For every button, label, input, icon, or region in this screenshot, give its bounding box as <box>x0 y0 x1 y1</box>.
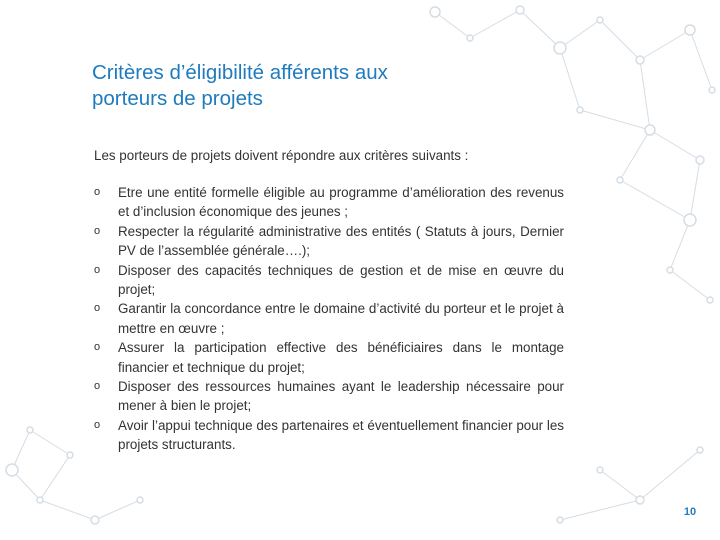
network-node <box>137 497 143 503</box>
network-node <box>67 452 73 458</box>
network-link <box>640 60 650 130</box>
network-node <box>636 496 644 504</box>
network-link <box>560 48 580 110</box>
bullet-icon: o <box>94 302 101 315</box>
network-link <box>640 450 700 500</box>
criteria-item <box>94 261 564 300</box>
network-link <box>95 500 140 520</box>
network-link <box>30 430 70 455</box>
network-node <box>645 125 655 135</box>
network-node <box>707 297 713 303</box>
network-link <box>560 500 640 520</box>
criteria-item <box>94 183 564 222</box>
network-node <box>696 156 704 164</box>
criteria-item-text: Assurer la participation effective des bénéficiaires dans le montage financier et technique du projet; <box>118 340 564 375</box>
network-node <box>709 87 715 93</box>
criteria-item-text: Avoir l’appui technique des partenaires et éventuellement financier pour les projets structurants. <box>118 417 564 453</box>
bullet-icon: o <box>94 224 101 237</box>
network-link <box>435 12 470 38</box>
criteria-item-text: Etre une entité formelle éligible au programme d’amélioration des revenus et d’inclusion économique des jeunes ; <box>118 185 564 220</box>
network-node <box>27 427 33 433</box>
criteria-item <box>94 299 564 338</box>
bullet-icon: o <box>94 380 101 393</box>
network-node <box>554 42 566 54</box>
network-link <box>620 180 690 220</box>
network-node <box>636 56 644 64</box>
network-node <box>685 25 695 35</box>
network-link <box>600 470 640 500</box>
network-node <box>577 107 583 113</box>
network-link <box>520 10 560 48</box>
slide-title <box>92 60 562 112</box>
network-link <box>600 20 640 60</box>
slide-title-line-2: porteurs de projets <box>92 87 263 110</box>
network-node <box>430 7 440 17</box>
network-link <box>690 30 712 90</box>
network-link <box>690 160 700 220</box>
network-link <box>670 270 710 300</box>
criteria-item <box>94 416 564 455</box>
network-link <box>40 500 95 520</box>
network-node <box>516 6 524 14</box>
network-link <box>40 455 70 500</box>
criteria-item <box>94 338 564 377</box>
network-node <box>557 517 563 523</box>
bullet-icon: o <box>94 418 101 431</box>
page-number: 10 <box>683 506 697 518</box>
network-node <box>91 516 99 524</box>
slide-title-line-1: Critères d’éligibilité afférents aux <box>92 61 388 84</box>
bullet-icon: o <box>94 263 101 276</box>
network-node <box>697 447 703 453</box>
bullet-icon: o <box>94 186 101 198</box>
network-node <box>684 214 696 226</box>
criteria-item-text: Respecter la régularité administrative des entités ( Statuts à jours, Dernier PV de l’assemblée générale….); <box>118 223 564 259</box>
network-node <box>597 17 603 23</box>
criteria-item-text: Disposer des ressources humaines ayant le leadership nécessaire pour mener à bien le projet; <box>118 379 564 414</box>
network-link <box>620 130 650 180</box>
network-link <box>580 110 650 130</box>
network-link <box>470 10 520 38</box>
network-node <box>617 177 623 183</box>
network-node <box>597 467 603 473</box>
network-link <box>640 30 690 60</box>
network-link <box>670 220 690 270</box>
network-node <box>37 497 43 503</box>
network-link <box>560 20 600 48</box>
criteria-item-text: Disposer des capacités techniques de gestion et de mise en œuvre du projet; <box>118 262 564 298</box>
bullet-icon: o <box>94 341 101 354</box>
intro-text: Les porteurs de projets doivent répondre aux critères suivants : <box>94 148 469 163</box>
criteria-item-text: Garantir la concordance entre le domaine d’activité du porteur et le projet à mettre en œuvre ; <box>118 301 564 336</box>
network-node <box>6 464 18 476</box>
criteria-item <box>94 377 564 416</box>
network-link <box>650 130 700 160</box>
network-node <box>467 35 473 41</box>
criteria-item <box>94 222 564 261</box>
criteria-list <box>94 183 564 455</box>
network-node <box>667 267 673 273</box>
